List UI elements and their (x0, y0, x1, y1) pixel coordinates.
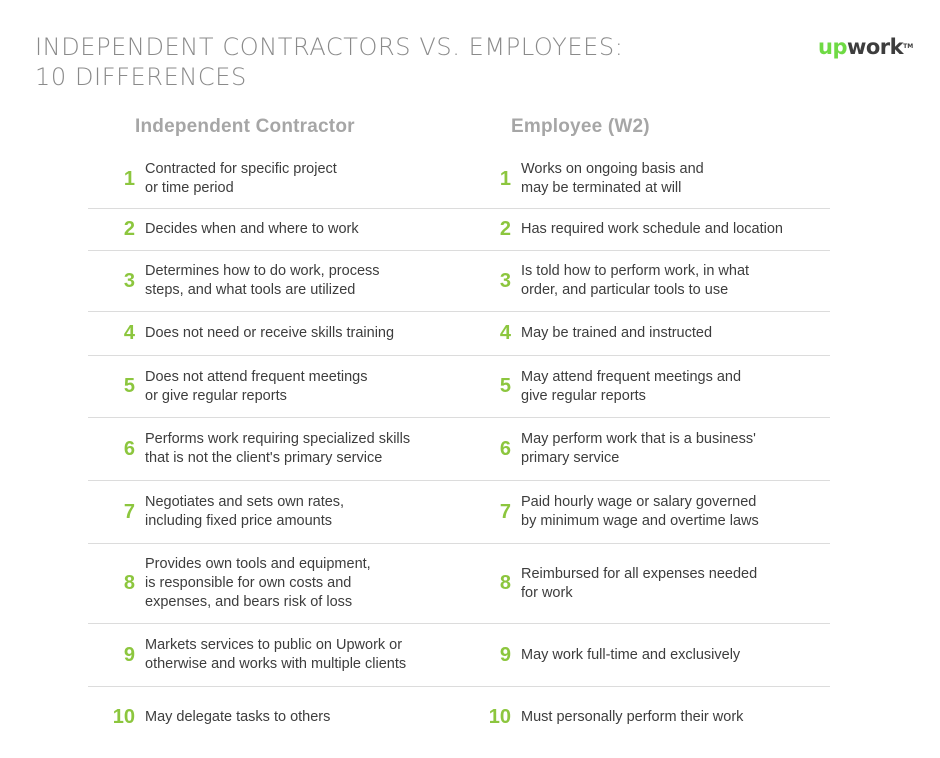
contractor-cell (88, 312, 458, 355)
contractor-text: Provides own tools and equipment, is responsible for own costs and expenses, and bears risk of loss (145, 556, 371, 610)
row-number: 5 (499, 375, 511, 397)
logo-up: up (818, 35, 847, 59)
contractor-text: Negotiates and sets own rates, including fixed price amounts (145, 494, 345, 529)
table-row (88, 624, 830, 687)
employee-text: Reimbursed for all expenses needed for work (521, 565, 758, 601)
comparison-table (88, 150, 830, 747)
table-row (88, 209, 830, 251)
employee-cell (466, 356, 830, 417)
table-row (88, 251, 830, 312)
row-number: 8 (499, 572, 511, 594)
contractor-cell (88, 624, 458, 686)
page-title-line-2: 10 DIFFERENCES (35, 63, 247, 91)
column-header-contractor: Independent Contractor (135, 116, 355, 137)
table-row (88, 150, 830, 209)
row-number: 3 (499, 269, 511, 292)
employee-text: Is told how to perform work, in what order, and particular tools to use (521, 263, 750, 298)
row-number: 10 (112, 705, 135, 728)
table-row (88, 356, 830, 418)
contractor-text: Does not attend frequent meetings or give regular reports (145, 368, 368, 404)
row-number: 2 (499, 218, 511, 240)
contractor-text: Contracted for specific project or time period (145, 161, 337, 196)
contractor-cell (88, 356, 458, 417)
logo-trademark: TM (903, 43, 914, 50)
employee-text: Works on ongoing basis and may be terminated at will (521, 161, 704, 196)
contractor-text: Decides when and where to work (145, 221, 359, 237)
contractor-text: Markets services to public on Upwork or otherwise and works with multiple clients (145, 637, 407, 672)
contractor-cell (88, 544, 458, 623)
employee-text: Must personally perform their work (521, 708, 744, 725)
row-number: 6 (123, 437, 135, 460)
employee-cell (466, 418, 830, 480)
row-number: 7 (123, 500, 135, 523)
employee-text: May be trained and instructed (521, 325, 713, 341)
row-number: 6 (499, 437, 511, 460)
row-number: 2 (123, 218, 135, 240)
contractor-text: Performs work requiring specialized skills that is not the client's primary service (145, 431, 411, 466)
upwork-logo (818, 34, 913, 60)
row-number: 1 (123, 167, 135, 190)
contractor-text: Does not need or receive skills training (145, 325, 395, 341)
table-row (88, 544, 830, 624)
employee-text: May work full-time and exclusively (521, 646, 741, 663)
employee-cell (466, 481, 830, 543)
row-number: 4 (499, 322, 511, 344)
row-number: 10 (488, 705, 511, 728)
table-row (88, 481, 830, 544)
row-number: 5 (123, 375, 135, 397)
contractor-cell (88, 687, 458, 747)
employee-text: Paid hourly wage or salary governed by minimum wage and overtime laws (521, 494, 759, 529)
table-row (88, 312, 830, 356)
row-number: 3 (123, 269, 135, 292)
page-title (35, 32, 623, 92)
employee-text: May perform work that is a business' primary service (521, 431, 756, 466)
employee-cell (466, 687, 830, 747)
employee-cell (466, 209, 830, 250)
table-row (88, 687, 830, 747)
row-number: 9 (123, 643, 135, 666)
row-number: 4 (123, 322, 135, 344)
row-number: 1 (499, 167, 511, 190)
logo-work: work (846, 35, 904, 59)
contractor-text: May delegate tasks to others (145, 708, 331, 725)
employee-text: May attend frequent meetings and give regular reports (521, 368, 742, 404)
row-number: 8 (123, 572, 135, 594)
employee-cell (466, 150, 830, 208)
column-header-employee: Employee (W2) (511, 116, 650, 137)
employee-cell (466, 544, 830, 623)
contractor-text: Determines how to do work, process steps, and what tools are utilized (145, 263, 380, 298)
employee-cell (466, 251, 830, 311)
employee-cell (466, 624, 830, 686)
contractor-cell (88, 209, 458, 250)
contractor-cell (88, 418, 458, 480)
contractor-cell (88, 251, 458, 311)
employee-text: Has required work schedule and location (521, 221, 783, 237)
row-number: 7 (499, 500, 511, 523)
table-row (88, 418, 830, 481)
employee-cell (466, 312, 830, 355)
contractor-cell (88, 481, 458, 543)
row-number: 9 (499, 643, 511, 666)
contractor-cell (88, 150, 458, 208)
page-title-line-1: INDEPENDENT CONTRACTORS VS. EMPLOYEES: (35, 33, 624, 61)
